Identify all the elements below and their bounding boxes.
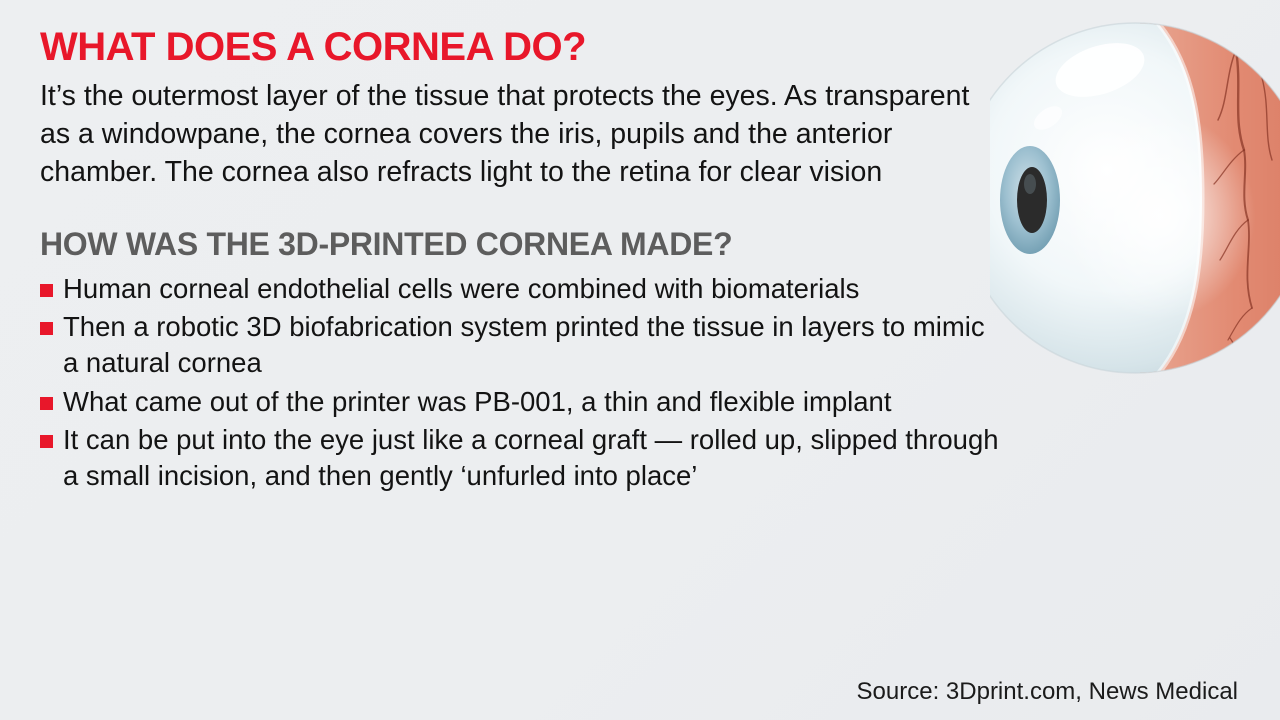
list-item [40, 422, 1000, 495]
list-item [40, 309, 1000, 382]
eyeball-illustration [990, 8, 1280, 388]
list-item-text: It can be put into the eye just like a corneal graft — rolled up, slipped through a small incision, and then gently ‘unfurled into place’ [63, 423, 999, 492]
text-content [40, 26, 1000, 494]
bullet-square-icon [40, 322, 53, 335]
intro-paragraph: It’s the outermost layer of the tissue that protects the eyes. As transparent as a windowpane, the cornea covers the iris, pupils and the anterior chamber. The cornea also refracts light to the retina for clear vision [40, 80, 970, 188]
page-title: WHAT DOES A CORNEA DO? [40, 25, 587, 69]
bullet-square-icon [40, 284, 53, 297]
list-item [40, 384, 1000, 420]
bullet-list [40, 271, 1000, 495]
bullet-square-icon [40, 397, 53, 410]
list-item-text: Then a robotic 3D biofabrication system printed the tissue in layers to mimic a natural cornea [63, 310, 985, 379]
list-item [40, 271, 1000, 307]
bullet-square-icon [40, 435, 53, 448]
list-item-text: Human corneal endothelial cells were combined with biomaterials [63, 272, 860, 304]
list-item-text: What came out of the printer was PB-001, a thin and flexible implant [63, 385, 892, 417]
section-subtitle: HOW WAS THE 3D-PRINTED CORNEA MADE? [40, 225, 733, 262]
source-credit: Source: 3Dprint.com, News Medical [856, 678, 1238, 705]
